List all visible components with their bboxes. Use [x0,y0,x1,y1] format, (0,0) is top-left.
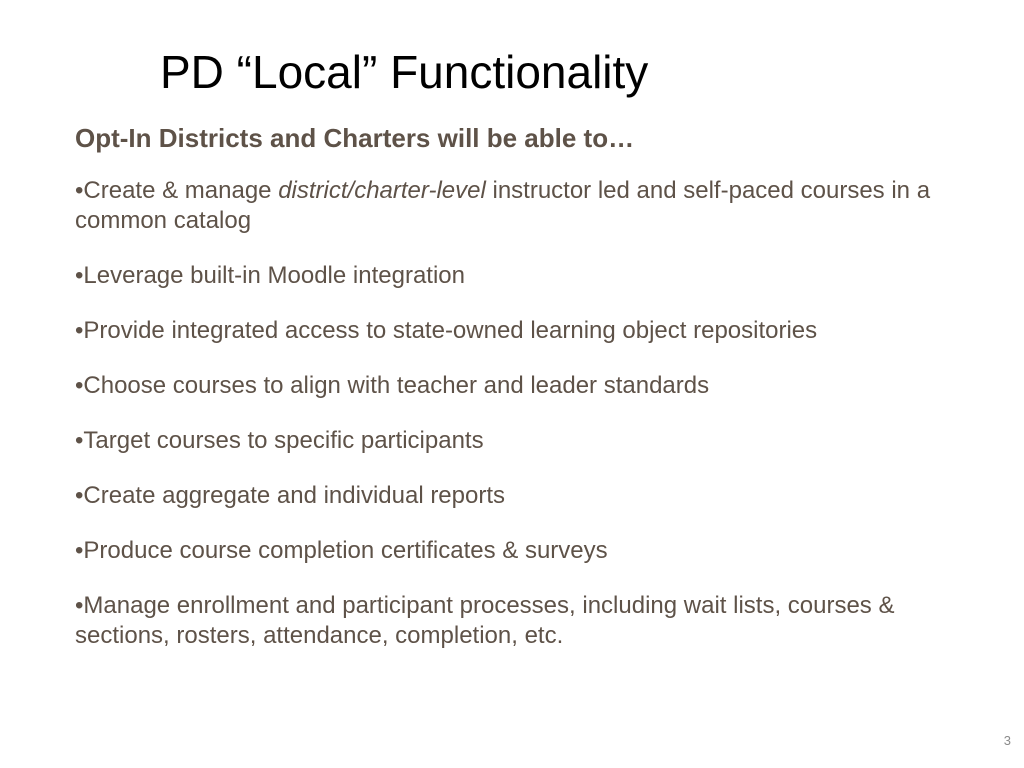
bullet-item [75,481,985,511]
slide-title: PD “Local” Functionality [160,46,649,98]
bullet-item [75,426,985,456]
bullet-text: Provide integrated access to state-owned learning object repositories [83,317,818,344]
bullet-text: Leverage built-in Moodle integration [83,262,465,289]
bullet-text: Create & manage [83,177,279,204]
bullet-emphasis: district/charter-level [278,177,486,204]
slide-subtitle: Opt-In Districts and Charters will be able to… [75,123,635,153]
bullet-marker: • [75,427,84,454]
bullet-text: Manage enrollment and participant processes, including wait lists, courses & sections, rosters, attendance, completion, etc. [75,592,895,649]
bullet-item [75,176,985,236]
bullet-text: Target courses to specific participants [83,427,484,454]
bullet-marker: • [75,372,84,399]
bullet-list [75,176,985,676]
bullet-marker: • [75,317,84,344]
bullet-text: Create aggregate and individual reports [83,482,506,509]
bullet-text: Choose courses to align with teacher and leader standards [83,372,710,399]
bullet-text: instructor led and self-paced courses in a common catalog [75,177,931,234]
page-number: 3 [1003,733,1011,748]
bullet-marker: • [75,537,84,564]
bullet-marker: • [75,262,84,289]
bullet-marker: • [75,177,84,204]
bullet-item [75,536,985,566]
bullet-text: Produce course completion certificates & surveys [83,537,608,564]
bullet-item [75,261,985,291]
bullet-item [75,371,985,401]
bullet-item [75,316,985,346]
bullet-marker: • [75,592,84,619]
bullet-marker: • [75,482,84,509]
bullet-item [75,591,985,651]
